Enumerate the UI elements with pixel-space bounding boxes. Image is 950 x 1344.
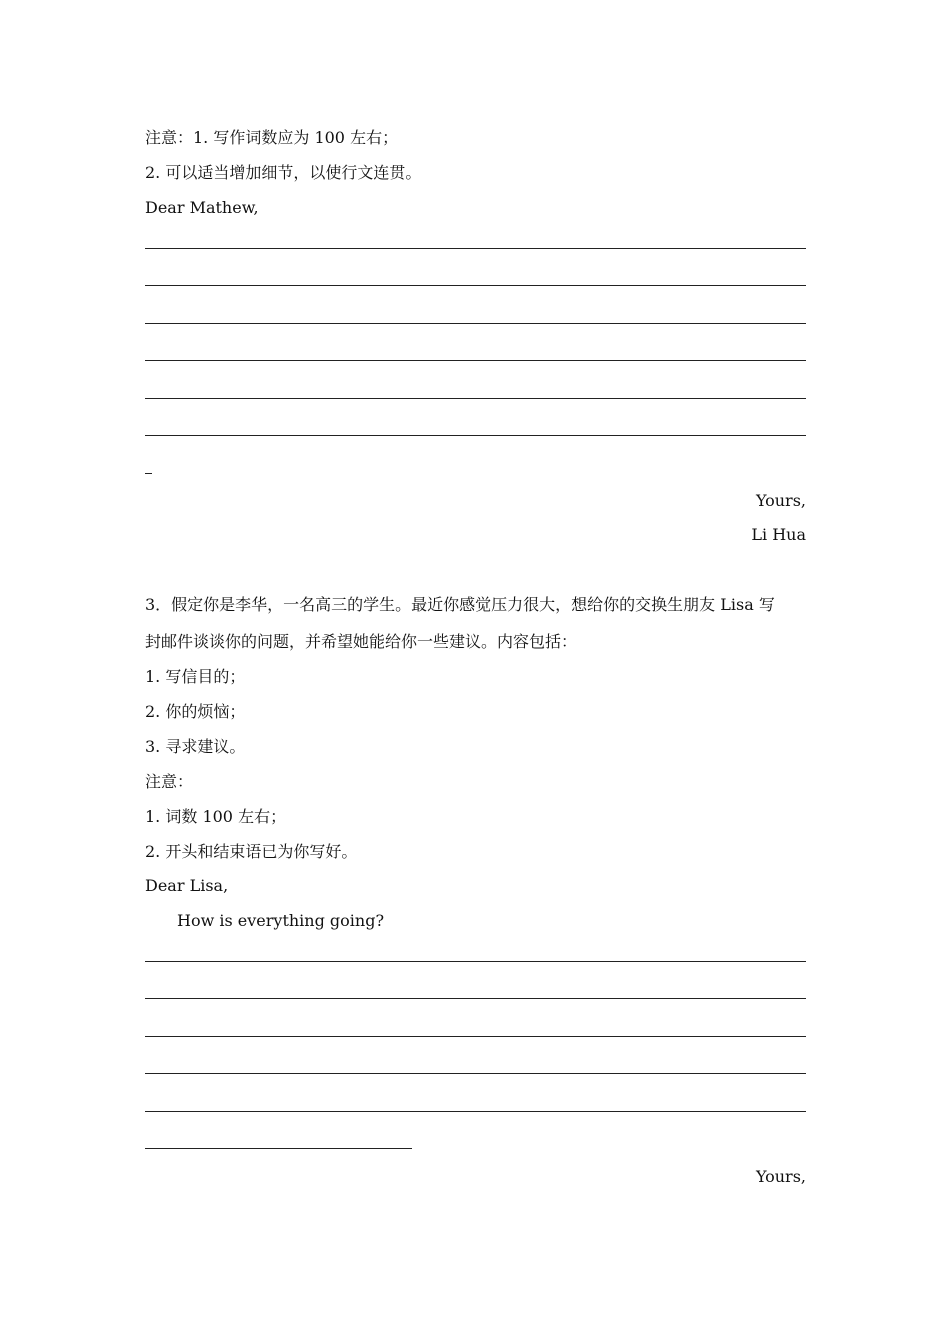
- answer-line[interactable]: [145, 398, 806, 399]
- answer-line-end[interactable]: [145, 473, 152, 474]
- question-prompt-line-2: 封邮件谈谈你的问题，并希望她能给你一些建议。内容包括：: [145, 632, 578, 651]
- answer-line[interactable]: [145, 1073, 806, 1074]
- answer-line[interactable]: [145, 961, 806, 962]
- closing-yours: Yours,: [755, 491, 806, 510]
- signature: Li Hua: [751, 525, 806, 544]
- answer-line[interactable]: [145, 435, 806, 436]
- answer-line[interactable]: [145, 1036, 806, 1037]
- salutation-lisa: Dear Lisa,: [145, 876, 229, 895]
- opening-sentence: How is everything going?: [177, 911, 385, 930]
- salutation-mathew: Dear Mathew,: [145, 198, 259, 217]
- answer-line[interactable]: [145, 285, 806, 286]
- note-label: 注意：: [145, 772, 194, 791]
- note-item-1: 1. 词数 100 左右；: [145, 807, 287, 826]
- answer-line-end[interactable]: [145, 1148, 412, 1149]
- answer-line[interactable]: [145, 360, 806, 361]
- content-item-2: 2. 你的烦恼；: [145, 702, 246, 721]
- answer-line[interactable]: [145, 998, 806, 999]
- content-item-3: 3. 寻求建议。: [145, 737, 246, 756]
- answer-line[interactable]: [145, 323, 806, 324]
- note-item-2: 2. 开头和结束语已为你写好。: [145, 842, 358, 861]
- closing-yours: Yours,: [755, 1167, 806, 1186]
- answer-line[interactable]: [145, 1111, 806, 1112]
- note-line-1: 注意：1. 写作词数应为 100 左右；: [145, 128, 399, 147]
- content-item-1: 1. 写信目的；: [145, 667, 246, 686]
- question-prompt-line-1: 3．假定你是李华，一名高三的学生。最近你感觉压力很大，想给你的交换生朋友 Lisa 写: [145, 595, 775, 614]
- note-line-2: 2. 可以适当增加细节，以使行文连贯。: [145, 163, 422, 182]
- answer-line[interactable]: [145, 248, 806, 249]
